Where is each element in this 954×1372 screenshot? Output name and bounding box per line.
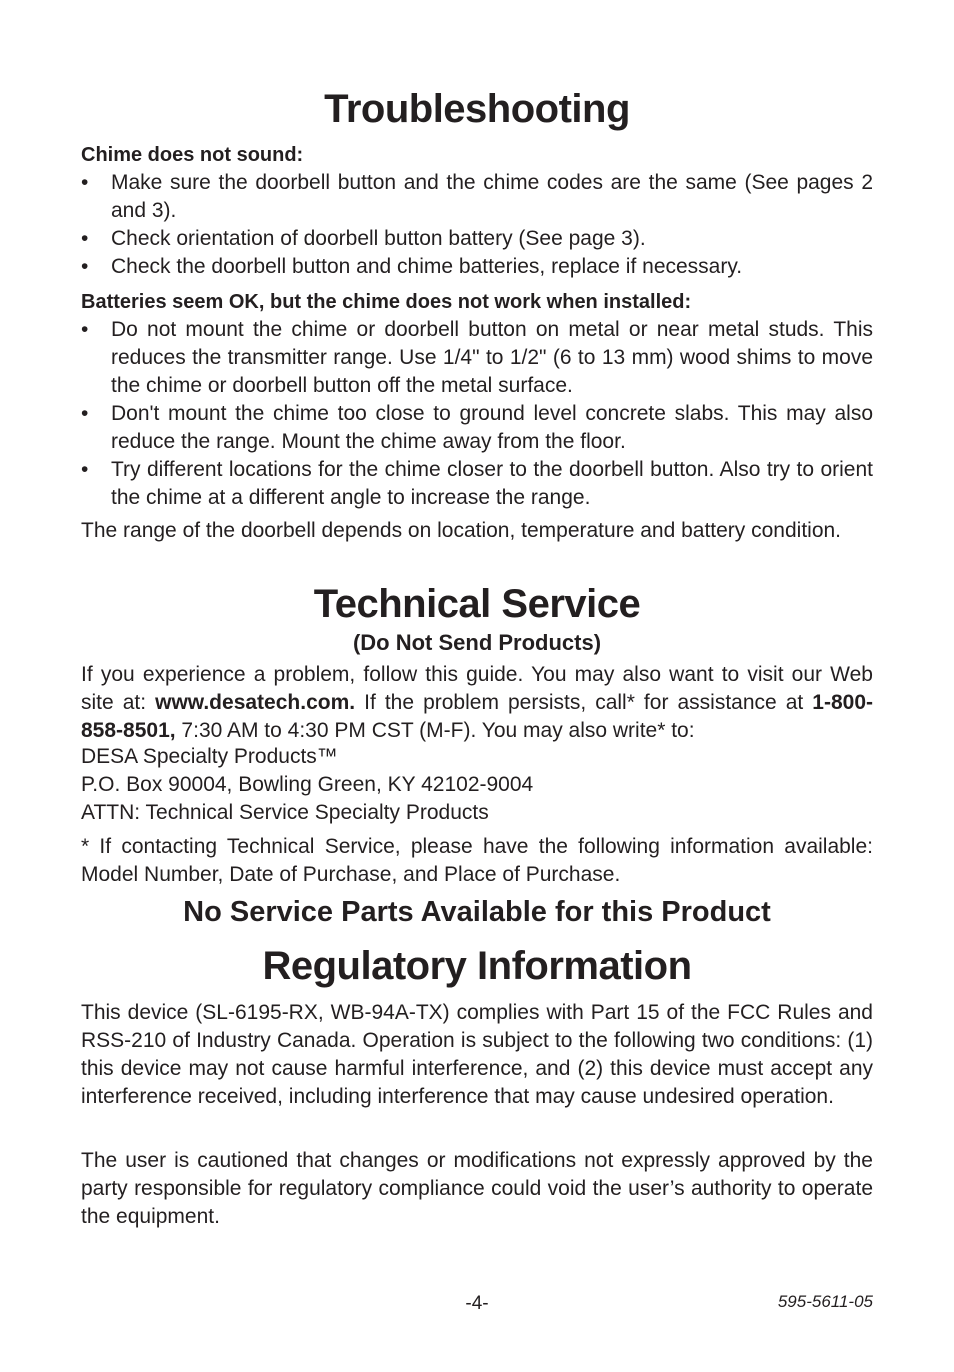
- bullet-list: [81, 316, 873, 512]
- bullet-icon: •: [81, 171, 89, 194]
- range-note: The range of the doorbell depends on location, temperature and battery condition.: [81, 519, 842, 542]
- list-item-text: Do not mount the chime or doorbell button on metal or near metal studs. This reduces the transmitter range. Use 1/4" to 1/2" (6 to 13 mm) wood shims to move the chime or doorbell button off the metal surface.: [111, 318, 873, 397]
- bullet-icon: •: [81, 458, 89, 481]
- regulatory-paragraph: This device (SL-6195-RX, WB-94A-TX) complies with Part 15 of the FCC Rules and RSS-210 of Industry Canada. Operation is subject to the following two conditions: (1) this device may not cause harmful interference, and (2) this device must accept any interference received, including interference that may cause undesired operation.: [81, 1001, 873, 1108]
- list-item: [81, 169, 873, 225]
- section-heading: Batteries seem OK, but the chime does not work when installed:: [81, 291, 692, 313]
- technical-service-intro: [81, 661, 873, 745]
- technical-service-subtitle: (Do Not Send Products): [352, 630, 602, 655]
- list-item: [81, 456, 873, 512]
- section-heading: Chime does not sound:: [81, 144, 304, 166]
- list-item: [81, 225, 873, 253]
- mailing-address: [81, 743, 873, 827]
- troubleshooting-title: Troubleshooting: [324, 87, 630, 131]
- list-item: [81, 316, 873, 400]
- regulatory-title: Regulatory Information: [262, 944, 692, 988]
- technical-service-title: Technical Service: [313, 582, 641, 626]
- address-line: ATTN: Technical Service Specialty Products: [81, 801, 489, 824]
- page-number: -4-: [465, 1293, 489, 1314]
- bullet-icon: •: [81, 318, 89, 341]
- regulatory-paragraph: The user is cautioned that changes or modifications not expressly approved by the party responsible for regulatory compliance could void the user’s authority to operate the equipment.: [81, 1149, 873, 1228]
- list-item-text: Check the doorbell button and chime batteries, replace if necessary.: [111, 255, 743, 278]
- bullet-icon: •: [81, 402, 89, 425]
- troubleshooting-section-2: [81, 288, 873, 512]
- address-line: P.O. Box 90004, Bowling Green, KY 42102-9004: [81, 773, 534, 796]
- list-item-text: Don't mount the chime too close to ground level concrete slabs. This may also reduce the range. Mount the chime away from the floor.: [111, 402, 873, 453]
- list-item-text: Make sure the doorbell button and the chime codes are the same (See pages 2 and 3).: [111, 171, 873, 222]
- contact-footnote: * If contacting Technical Service, please have the following information available: Model Number, Date of Purchase, and Place of Purchase.: [81, 835, 873, 886]
- intro-text: 7:30 AM to 4:30 PM CST (M-F). You may also write* to:: [175, 719, 695, 742]
- document-code: 595-5611-05: [777, 1292, 873, 1311]
- list-item: [81, 400, 873, 456]
- no-service-parts-heading: No Service Parts Available for this Product: [183, 896, 771, 928]
- troubleshooting-section-1: [81, 141, 873, 281]
- list-item: [81, 253, 873, 281]
- website-link[interactable]: www.desatech.com.: [155, 691, 356, 714]
- bullet-icon: •: [81, 255, 89, 278]
- bullet-icon: •: [81, 227, 89, 250]
- list-item-text: Try different locations for the chime closer to the doorbell button. Also try to orient the chime at a different angle to increase the range.: [111, 458, 873, 509]
- address-line: DESA Specialty Products™: [81, 745, 338, 768]
- intro-text: If the problem persists, call* for assistance at: [355, 691, 813, 714]
- phone-number: 1-800-858-8501,: [81, 691, 873, 742]
- list-item-text: Check orientation of doorbell button battery (See page 3).: [111, 227, 646, 250]
- intro-text: If you experience a problem, follow this guide. You may also want to visit our Web site at:: [81, 663, 873, 714]
- bullet-list: [81, 169, 873, 281]
